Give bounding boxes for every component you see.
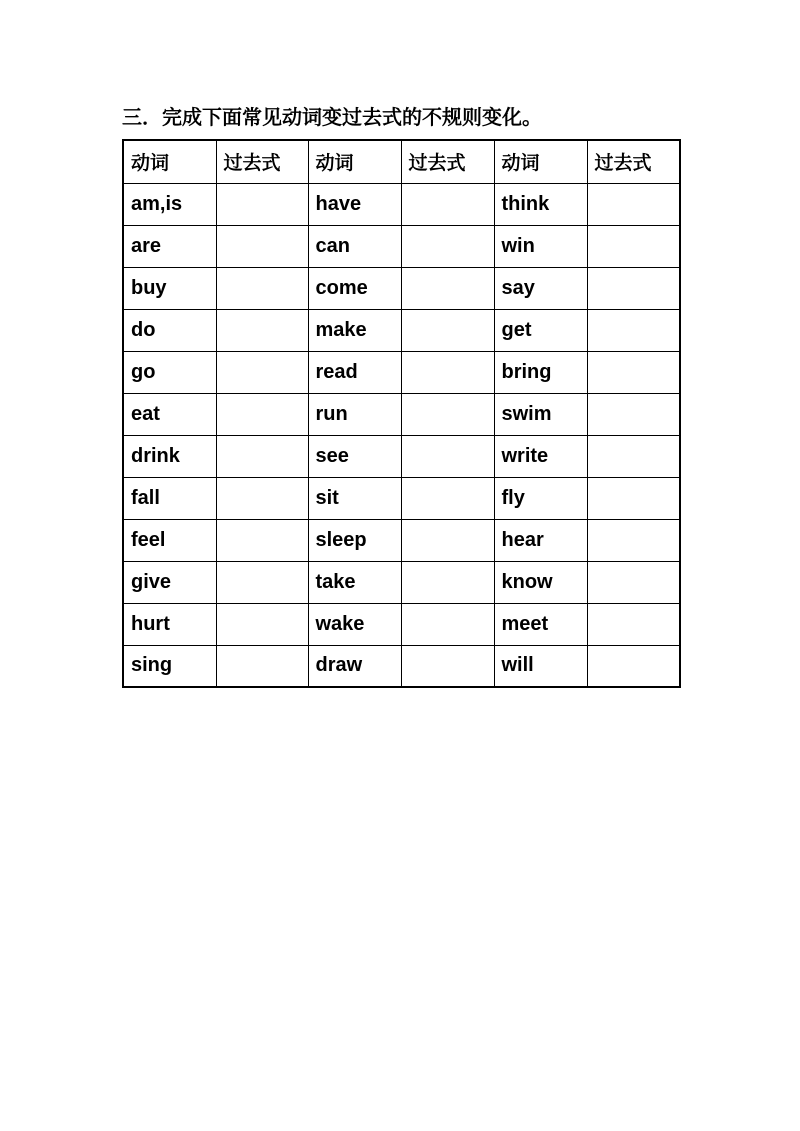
past-tense-answer-cell[interactable] [216, 225, 308, 267]
verb-cell: are [123, 225, 216, 267]
past-tense-answer-cell[interactable] [216, 561, 308, 603]
verb-cell: bring [494, 351, 587, 393]
past-tense-answer-cell[interactable] [401, 351, 494, 393]
verb-cell: think [494, 183, 587, 225]
past-tense-answer-cell[interactable] [587, 519, 680, 561]
past-tense-answer-cell[interactable] [587, 561, 680, 603]
verb-cell: know [494, 561, 587, 603]
past-tense-answer-cell[interactable] [401, 225, 494, 267]
table-row [123, 561, 680, 603]
past-tense-answer-cell[interactable] [401, 519, 494, 561]
irregular-verb-table [122, 139, 681, 688]
past-tense-answer-cell[interactable] [587, 267, 680, 309]
past-tense-answer-cell[interactable] [587, 225, 680, 267]
past-tense-answer-cell[interactable] [587, 309, 680, 351]
table-row [123, 645, 680, 687]
verb-cell: run [308, 393, 401, 435]
past-tense-answer-cell[interactable] [587, 393, 680, 435]
past-tense-answer-cell[interactable] [587, 435, 680, 477]
past-tense-answer-cell[interactable] [401, 393, 494, 435]
past-tense-answer-cell[interactable] [216, 351, 308, 393]
verb-cell: sit [308, 477, 401, 519]
past-tense-answer-cell[interactable] [216, 393, 308, 435]
verb-cell: make [308, 309, 401, 351]
verb-cell: sing [123, 645, 216, 687]
table-row [123, 519, 680, 561]
past-tense-answer-cell[interactable] [401, 309, 494, 351]
past-tense-answer-cell[interactable] [216, 519, 308, 561]
verb-cell: hurt [123, 603, 216, 645]
header-verb: 动词 [308, 140, 401, 183]
verb-cell: meet [494, 603, 587, 645]
header-verb: 动词 [494, 140, 587, 183]
table-row [123, 435, 680, 477]
past-tense-answer-cell[interactable] [401, 603, 494, 645]
header-past-tense: 过去式 [587, 140, 680, 183]
past-tense-answer-cell[interactable] [401, 561, 494, 603]
verb-cell: take [308, 561, 401, 603]
table-row [123, 477, 680, 519]
past-tense-answer-cell[interactable] [587, 603, 680, 645]
past-tense-answer-cell[interactable] [216, 183, 308, 225]
table-row [123, 393, 680, 435]
header-past-tense: 过去式 [401, 140, 494, 183]
verb-cell: hear [494, 519, 587, 561]
verb-cell: have [308, 183, 401, 225]
verb-cell: draw [308, 645, 401, 687]
table-row [123, 183, 680, 225]
verb-cell: feel [123, 519, 216, 561]
verb-cell: am,is [123, 183, 216, 225]
verb-cell: wake [308, 603, 401, 645]
verb-cell: sleep [308, 519, 401, 561]
verb-cell: eat [123, 393, 216, 435]
verb-cell: get [494, 309, 587, 351]
past-tense-answer-cell[interactable] [587, 183, 680, 225]
past-tense-answer-cell[interactable] [216, 435, 308, 477]
verb-cell: can [308, 225, 401, 267]
verb-cell: read [308, 351, 401, 393]
past-tense-answer-cell[interactable] [216, 309, 308, 351]
table-row [123, 309, 680, 351]
verb-cell: give [123, 561, 216, 603]
verb-cell: do [123, 309, 216, 351]
exercise-title: 三．完成下面常见动词变过去式的不规则变化。 [122, 105, 542, 129]
past-tense-answer-cell[interactable] [587, 645, 680, 687]
verb-cell: win [494, 225, 587, 267]
verb-cell: see [308, 435, 401, 477]
verb-cell: will [494, 645, 587, 687]
past-tense-answer-cell[interactable] [401, 267, 494, 309]
verb-cell: come [308, 267, 401, 309]
table-header-row [123, 140, 680, 183]
table-row [123, 351, 680, 393]
verb-cell: fall [123, 477, 216, 519]
verb-cell: drink [123, 435, 216, 477]
past-tense-answer-cell[interactable] [216, 645, 308, 687]
header-verb: 动词 [123, 140, 216, 183]
past-tense-answer-cell[interactable] [401, 477, 494, 519]
header-past-tense: 过去式 [216, 140, 308, 183]
verb-cell: buy [123, 267, 216, 309]
past-tense-answer-cell[interactable] [587, 351, 680, 393]
past-tense-answer-cell[interactable] [401, 645, 494, 687]
past-tense-answer-cell[interactable] [216, 477, 308, 519]
past-tense-answer-cell[interactable] [401, 435, 494, 477]
verb-cell: say [494, 267, 587, 309]
past-tense-answer-cell[interactable] [216, 603, 308, 645]
table-row [123, 603, 680, 645]
verb-cell: fly [494, 477, 587, 519]
verb-cell: go [123, 351, 216, 393]
past-tense-answer-cell[interactable] [216, 267, 308, 309]
table-row [123, 225, 680, 267]
past-tense-answer-cell[interactable] [401, 183, 494, 225]
verb-cell: write [494, 435, 587, 477]
verb-cell: swim [494, 393, 587, 435]
table-row [123, 267, 680, 309]
past-tense-answer-cell[interactable] [587, 477, 680, 519]
